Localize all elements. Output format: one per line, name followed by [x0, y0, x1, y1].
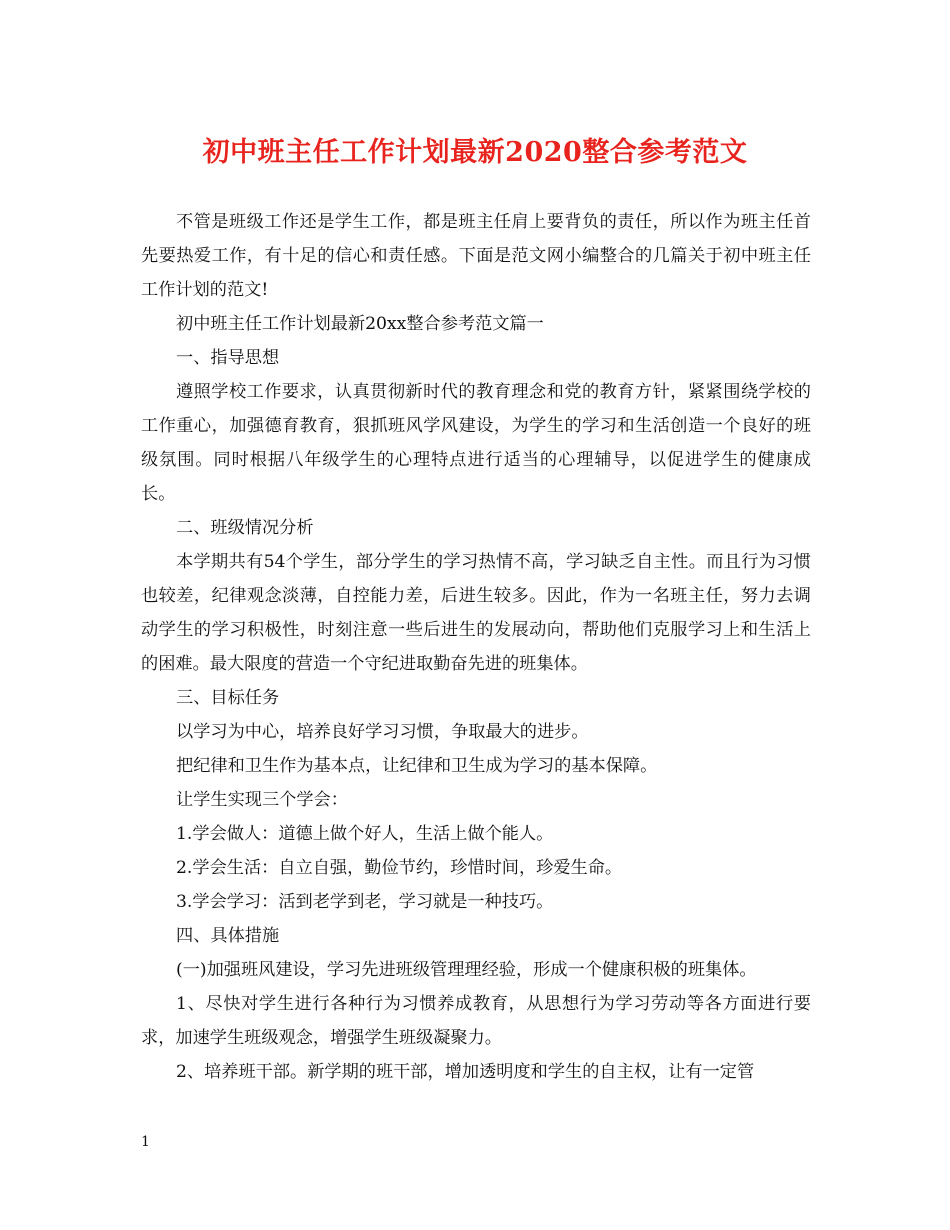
paragraph-goal-discipline: 把纪律和卫生作为基本点，让纪律和卫生成为学习的基本保障。: [176, 756, 658, 776]
paragraph-measure-habits: 1、尽快对学生进行各种行为习惯养成教育，从思想行为学习劳动等各方面进行要求，加速学生班级观念，增强学生班级凝聚力。: [141, 994, 811, 1048]
paragraph-goal-learning: 以学习为中心，培养良好学习习惯，争取最大的进步。: [176, 722, 589, 742]
section-heading-measures: 四、具体措施: [176, 926, 280, 946]
paragraph-three-learnings: 让学生实现三个学会：: [176, 790, 348, 810]
document-body: [141, 205, 811, 1089]
section-heading-class-analysis: 二、班级情况分析: [176, 518, 314, 538]
page-number: 1: [141, 1134, 150, 1150]
paragraph-intro: 不管是班级工作还是学生工作，都是班主任肩上要背负的责任，所以作为班主任首先要热爱工作，有十足的信心和责任感。下面是范文网小编整合的几篇关于初中班主任工作计划的范文!: [141, 212, 811, 300]
list-item-learn-to-live: 2.学会生活：自立自强，勤俭节约，珍惜时间，珍爱生命。: [176, 858, 623, 878]
section-heading-guiding-ideology: 一、指导思想: [176, 348, 280, 368]
document-title: 初中班主任工作计划最新2020整合参考范文: [202, 137, 748, 168]
paragraph-measure-class-cadres: 2、培养班干部。新学期的班干部，增加透明度和学生的自主权，让有一定管: [176, 1062, 755, 1082]
paragraph-class-analysis: 本学期共有54个学生，部分学生的学习热情不高，学习缺乏自主性。而且行为习惯也较差，纪律观念淡薄，自控能力差，后进生较多。因此，作为一名班主任，努力去调动学生的学习积极性，时刻注意一些后进生的发展动向，帮助他们克服学习上和生活上的困难。最大限度的营造一个守纪进取勤奋先进的班集体。: [141, 552, 811, 674]
paragraph-measure-class-spirit: (一)加强班风建设，学习先进班级管理理经验，形成一个健康积极的班集体。: [176, 960, 757, 980]
paragraph-article-heading: 初中班主任工作计划最新20xx整合参考范文篇一: [176, 314, 544, 334]
paragraph-guiding-ideology: 遵照学校工作要求，认真贯彻新时代的教育理念和党的教育方针，紧紧围绕学校的工作重心，加强德育教育，狠抓班风学风建设，为学生的学习和生活创造一个良好的班级氛围。同时根据八年级学生的心理特点进行适当的心理辅导，以促进学生的健康成长。: [141, 382, 811, 504]
list-item-learn-to-study: 3.学会学习：活到老学到老，学习就是一种技巧。: [176, 892, 554, 912]
section-heading-goals: 三、目标任务: [176, 688, 280, 708]
list-item-learn-to-be-person: 1.学会做人：道德上做个好人，生活上做个能人。: [176, 824, 554, 844]
